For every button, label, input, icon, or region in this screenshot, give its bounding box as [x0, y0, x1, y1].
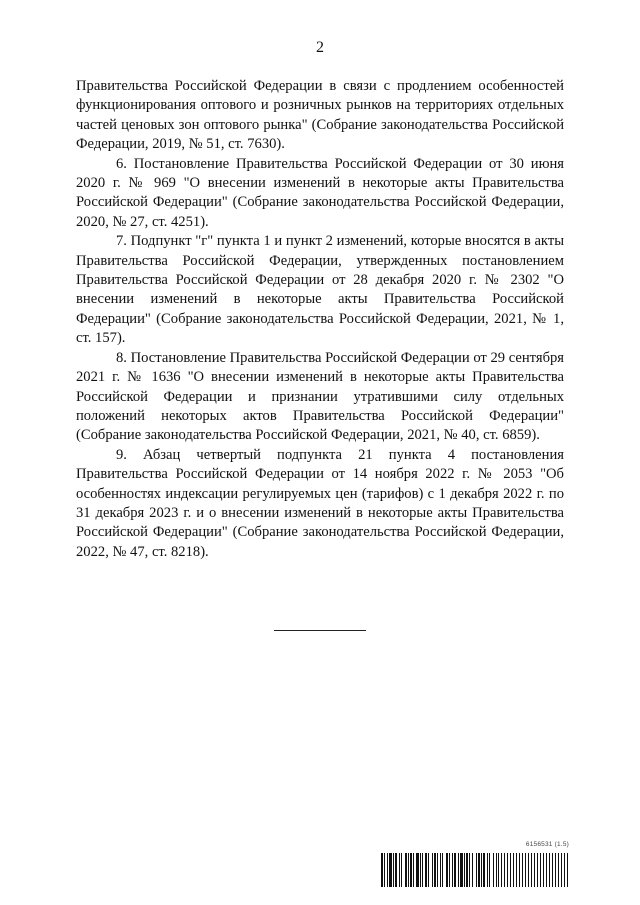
document-barcode [381, 841, 569, 889]
paragraph-item-7: 7. Подпункт "г" пункта 1 и пункт 2 изменений, которые вносятся в акты Правительства Российской Федерации, утвержденных постановлением Правительства Российской Федерации от 28 декабря 2020 г. № 2302 "О внесении изменений в некоторые акты Правительства Российской Федерации" (Собрание законодательства Российской Федерации, 2021, № 1, ст. 157). [76, 233, 564, 347]
barcode-icon [381, 853, 569, 887]
page-number: 2 [316, 39, 324, 56]
end-separator-line [274, 630, 366, 631]
paragraph-item-6: 6. Постановление Правительства Российской Федерации от 30 июня 2020 г. № 969 "О внесении изменений в некоторые акты Правительства Российской Федерации" (Собрание законодательства Российской Федерации, 2020, № 27, ст. 4251). [76, 155, 564, 230]
document-body [76, 77, 564, 562]
paragraph-item-8: 8. Постановление Правительства Российской Федерации от 29 сентября 2021 г. № 1636 "О внесении изменений в некоторые акты Правительства Российской Федерации и признании утратившими силу отдельных положений некоторых актов Правительства Российской Федерации" (Собрание законодательства Российской Федерации, 2021, № 40, ст. 6859). [76, 349, 564, 444]
paragraph-continuation: Правительства Российской Федерации в связи с продлением особенностей функционирования оптового и розничных рынков на территориях отдельных частей ценовых зон оптового рынка" (Собрание законодательства Российской Федерации, 2019, № 51, ст. 7630). [76, 78, 564, 153]
paragraph-item-9: 9. Абзац четвертый подпункта 21 пункта 4 постановления Правительства Российской Федерации от 14 ноября 2022 г. № 2053 "Об особенностях индексации регулируемых цен (тарифов) с 1 декабря 2022 г. по 31 декабря 2023 г. и о внесении изменений в некоторые акты Правительства Российской Федерации" (Собрание законодательства Российской Федерации, 2022, № 47, ст. 8218). [76, 446, 564, 560]
barcode-id-label: 6156531 (1.5) [525, 841, 569, 848]
